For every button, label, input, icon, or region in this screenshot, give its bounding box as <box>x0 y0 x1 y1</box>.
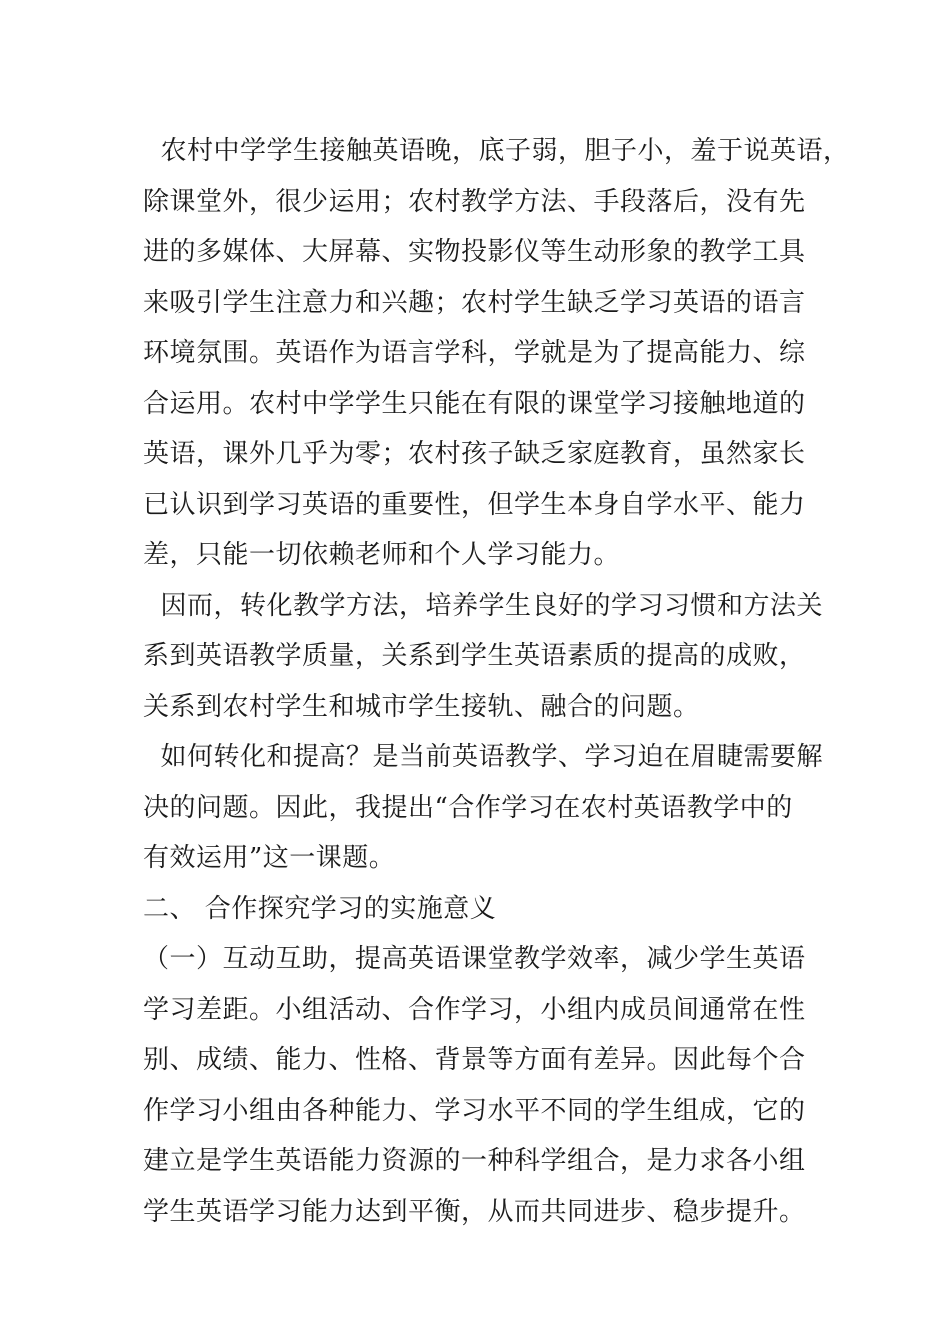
text-line: 差，只能一切依赖老师和个人学习能力。 <box>143 540 621 570</box>
text-line: 英语，课外几乎为零；农村孩子缺乏家庭教育，虽然家长 <box>143 439 806 469</box>
text-line: （一）互动互助，提高英语课堂教学效率，减少学生英语 <box>143 944 806 974</box>
text-line: 进的多媒体、大屏幕、实物投影仪等生动形象的教学工具 <box>143 237 806 267</box>
text-line: 环境氛围。英语作为语言学科，学就是为了提高能力、综 <box>143 338 806 368</box>
text-line: 作学习小组由各种能力、学习水平不同的学生组成，它的 <box>143 1095 806 1126</box>
text-line: 别、成绩、能力、性格、背景等方面有差异。因此每个合 <box>143 1045 806 1075</box>
text-line: 学生英语学习能力达到平衡，从而共同进步、稳步提升。 <box>143 1196 806 1227</box>
text-line: 除课堂外，很少运用；农村教学方法、手段落后，没有先 <box>143 186 806 217</box>
section-heading: 二、 合作探究学习的实施意义 <box>143 893 497 924</box>
text-line: 有效运用”这一课题。 <box>143 843 396 873</box>
text-line: 如何转化和提高？是当前英语教学、学习迫在眉睫需要解 <box>143 742 824 772</box>
text-line: 系到英语教学质量，关系到学生英语素质的提高的成败， <box>143 641 806 671</box>
document-body <box>143 126 850 1237</box>
text-line: 已认识到学习英语的重要性，但学生本身自学水平、能力 <box>143 489 806 520</box>
text-line: 农村中学学生接触英语晚，底子弱，胆子小，羞于说英语， <box>143 136 850 166</box>
text-line: 决的问题。因此，我提出“合作学习在农村英语教学中的 <box>143 792 793 823</box>
text-line: 合运用。农村中学学生只能在有限的课堂学习接触地道的 <box>143 388 806 419</box>
text-line: 关系到农村学生和城市学生接轨、融合的问题。 <box>143 691 700 722</box>
text-line: 建立是学生英语能力资源的一种科学组合，是力求各小组 <box>143 1146 806 1176</box>
text-line: 因而，转化教学方法，培养学生良好的学习习惯和方法关 <box>143 590 824 621</box>
text-line: 来吸引学生注意力和兴趣；农村学生缺乏学习英语的语言 <box>143 287 806 318</box>
text-line: 学习差距。小组活动、合作学习，小组内成员间通常在性 <box>143 994 806 1025</box>
